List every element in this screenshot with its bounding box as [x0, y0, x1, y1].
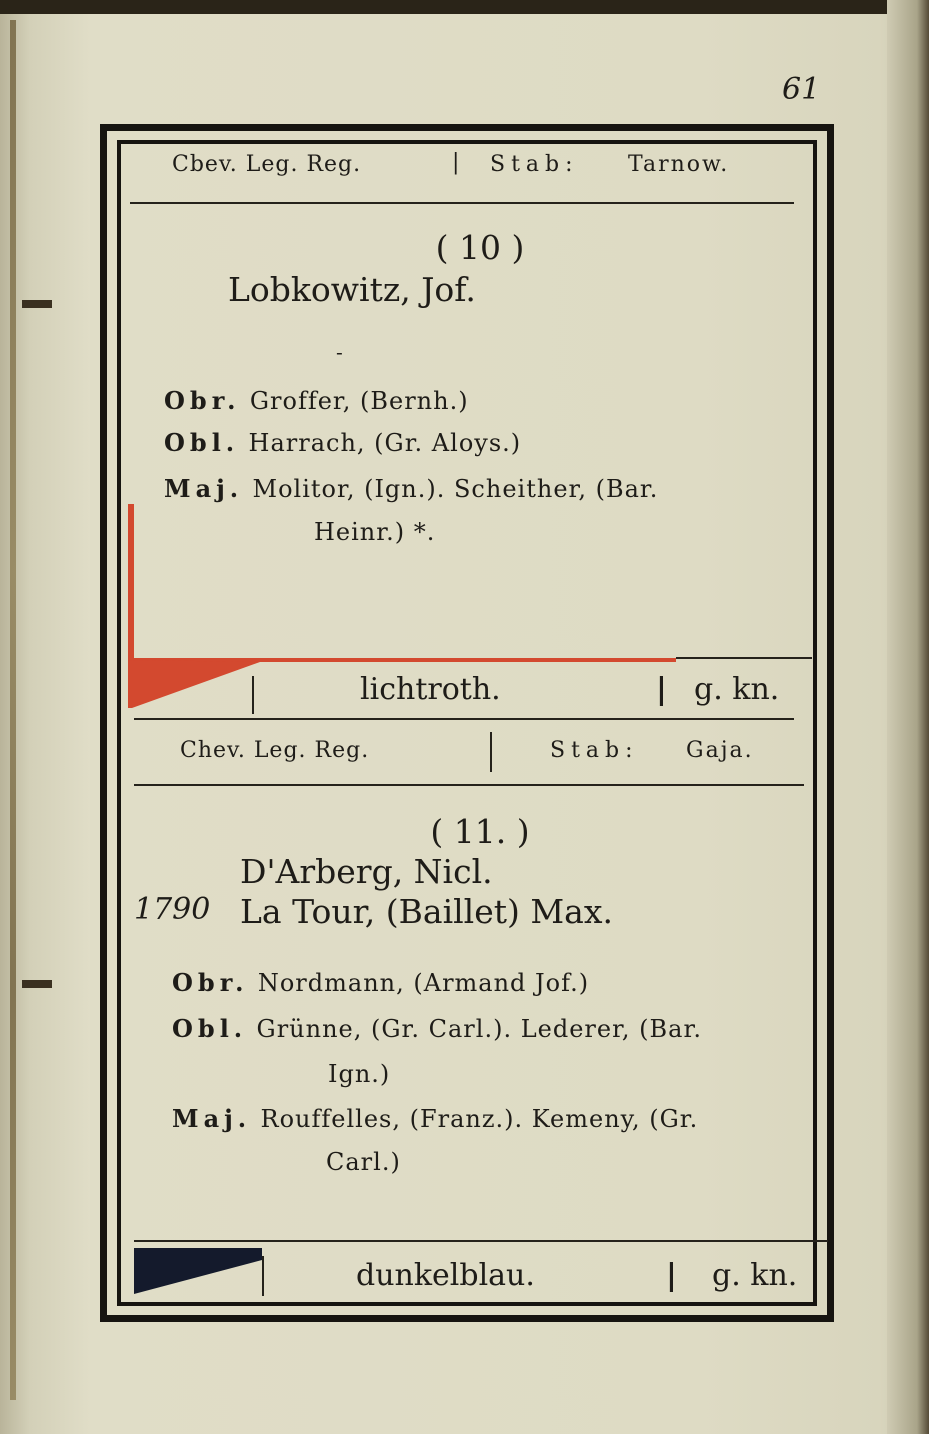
- staff-location: Gaja.: [686, 738, 754, 763]
- rank: Obl.: [164, 428, 240, 457]
- button-color: g. kn.: [694, 672, 780, 707]
- rank: Obl.: [172, 1014, 248, 1043]
- officer-names: Grünne, (Gr. Carl.). Lederer, (Bar.: [256, 1015, 702, 1043]
- regiment-number: ( 10 ): [435, 228, 525, 267]
- staff-location: Tarnow.: [628, 152, 730, 177]
- regiment-type-label: Chev. Leg. Reg.: [180, 738, 370, 763]
- regiment-number: ( 11. ): [430, 812, 530, 851]
- button-color: g. kn.: [712, 1258, 798, 1293]
- binding-spine: [10, 20, 16, 1400]
- rank: Maj.: [164, 474, 244, 503]
- officer-names: Groffer, (Bernh.): [249, 387, 469, 415]
- header-rule: [134, 784, 804, 786]
- facing-color-name: lichtroth.: [360, 672, 501, 707]
- regiment-type-label: Cbev. Leg. Reg.: [172, 152, 362, 177]
- header-rule: [130, 202, 794, 204]
- regiment-owner: Lobkowitz, Jof.: [228, 270, 476, 309]
- divider-dash: -: [336, 340, 343, 364]
- staff-label: Stab:: [490, 152, 579, 177]
- color-row-separator: |: [656, 672, 667, 707]
- officer-names: Nordmann, (Armand Jof.): [257, 969, 590, 997]
- second-owner: La Tour, (Baillet) Max.: [240, 892, 613, 931]
- color-row-top-rule: [134, 1240, 828, 1242]
- facing-color-swatch: [128, 660, 268, 712]
- officer-names-continued: Carl.): [326, 1148, 401, 1176]
- officer-row: [164, 474, 658, 503]
- spine-mark: [22, 980, 52, 988]
- rank: Maj.: [172, 1104, 252, 1133]
- rank: Obr.: [172, 968, 249, 997]
- officer-names-continued: Heinr.) *.: [314, 518, 436, 546]
- color-row-separator: |: [666, 1258, 677, 1293]
- year: 1790: [134, 892, 211, 927]
- color-row-top-rule: [676, 657, 812, 659]
- officer-names: Rouffelles, (Franz.). Kemeny, (Gr.: [260, 1105, 699, 1133]
- page-right-edge: [887, 0, 929, 1434]
- rank: Obr.: [164, 386, 241, 415]
- officer-names: Molitor, (Ign.). Scheither, (Bar.: [252, 475, 659, 503]
- page-top-edge: [0, 0, 929, 14]
- color-row-divider: [252, 676, 254, 714]
- officer-row: [164, 428, 521, 457]
- spine-mark: [22, 300, 52, 308]
- staff-label: Stab:: [550, 738, 639, 763]
- officer-row: [172, 1014, 702, 1043]
- page-number: 61: [782, 72, 821, 107]
- officer-names-continued: Ign.): [328, 1060, 391, 1088]
- facing-color-swatch: [134, 1248, 266, 1298]
- header-separator: [490, 732, 492, 772]
- officer-row: [164, 386, 469, 415]
- officer-row: [172, 968, 589, 997]
- header-separator: |: [452, 150, 461, 175]
- color-row-divider: [262, 1256, 264, 1296]
- facing-color-swatch-edge: [128, 504, 134, 662]
- officer-row: [172, 1104, 698, 1133]
- officer-names: Harrach, (Gr. Aloys.): [248, 429, 522, 457]
- section-divider-rule: [134, 718, 794, 720]
- regiment-owner: D'Arberg, Nicl.: [240, 852, 493, 891]
- facing-color-name: dunkelblau.: [356, 1258, 535, 1293]
